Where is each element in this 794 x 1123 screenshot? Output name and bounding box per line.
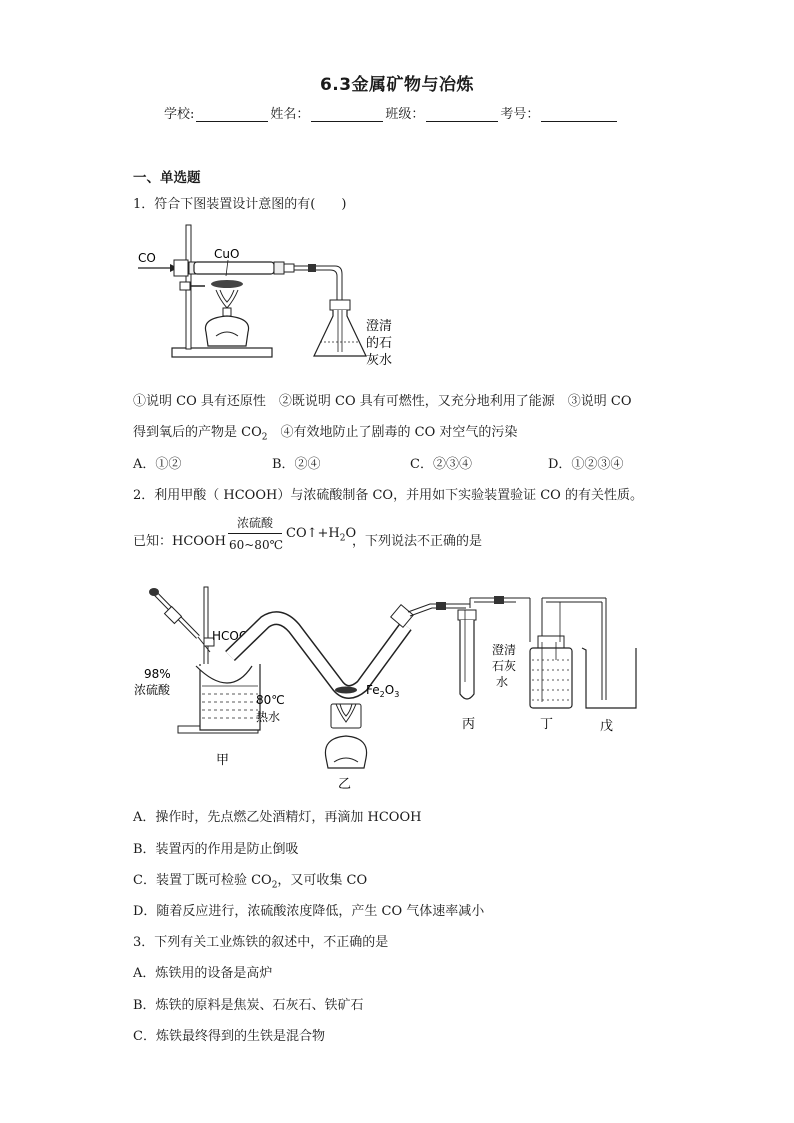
q2-option-c bbox=[133, 869, 367, 891]
q2-products-a: CO↑+H bbox=[286, 526, 340, 541]
name-label: 姓名： bbox=[270, 107, 310, 122]
q2-reaction-line bbox=[228, 533, 282, 534]
exam-number-blank bbox=[541, 107, 617, 122]
q2-products-end: O bbox=[345, 526, 357, 541]
q2-fe: Fe bbox=[366, 683, 380, 697]
q2-option-c-sub: 2 bbox=[271, 880, 278, 891]
class-label: 班级： bbox=[385, 107, 425, 122]
q3-option-a: A．炼铁用的设备是高炉 bbox=[133, 966, 273, 981]
q2-option-b: B．装置丙的作用是防止倒吸 bbox=[133, 842, 299, 857]
exam-number-label: 考号： bbox=[500, 107, 540, 122]
q2-80c-label: 80℃ bbox=[256, 693, 285, 707]
q2-wu-label: 戊 bbox=[600, 719, 614, 734]
q2-known-prefix: 已知：HCOOH bbox=[133, 534, 226, 549]
student-info-line bbox=[164, 103, 619, 122]
q1-apparatus-figure bbox=[130, 220, 420, 370]
q2-fe-sub: 2 bbox=[379, 690, 385, 699]
q3-stem: 3．下列有关工业炼铁的叙述中，不正确的是 bbox=[133, 935, 389, 950]
q3-option-c: C．炼铁最终得到的生铁是混合物 bbox=[133, 1029, 325, 1044]
q2-jia-label: 甲 bbox=[216, 753, 230, 768]
q2-products bbox=[286, 526, 356, 544]
q1-option-c: C．②③④ bbox=[410, 457, 472, 472]
q2-limewater-label-1: 澄清 bbox=[492, 643, 517, 657]
q2-limewater-label-3: 水 bbox=[496, 675, 509, 689]
q2-condition-top: 浓硫酸 bbox=[236, 516, 273, 530]
q2-ding-label: 丁 bbox=[540, 717, 554, 732]
q2-h2-subscript: 2 bbox=[339, 533, 346, 544]
page-title: 6.3金属矿物与冶炼 bbox=[319, 75, 475, 95]
q1-limewater-label-2: 的石 bbox=[366, 336, 393, 351]
q2-option-c-b: ，又可收集 CO bbox=[277, 873, 368, 888]
school-label: 学校: bbox=[164, 107, 195, 122]
q2-hcooh-label: HCOOH bbox=[212, 629, 258, 643]
q2-option-d: D．随着反应进行，浓硫酸浓度降低，产生 CO 气体速率减小 bbox=[133, 904, 485, 919]
q1-option-a: A．①② bbox=[133, 457, 182, 472]
q1-limewater-label-1: 澄清 bbox=[366, 319, 393, 334]
q2-fe2o3-label bbox=[366, 683, 399, 699]
name-blank bbox=[311, 107, 383, 122]
q2-yi-label: 乙 bbox=[338, 777, 352, 792]
q1-stem: 1．符合下图装置设计意图的有( ) bbox=[133, 197, 347, 212]
q2-option-a: A．操作时，先点燃乙处酒精灯，再滴加 HCOOH bbox=[133, 810, 422, 825]
q1-statements-line2-b: ④有效地防止了剧毒的 CO 对空气的污染 bbox=[267, 425, 518, 440]
q2-limewater-label-2: 石灰 bbox=[492, 659, 517, 673]
q2-apparatus-figure bbox=[130, 582, 650, 798]
school-blank bbox=[196, 107, 268, 122]
q2-fe-o: O bbox=[384, 683, 395, 697]
q3-option-b: B．炼铁的原料是焦炭、石灰石、铁矿石 bbox=[133, 998, 364, 1013]
q2-stem: 2．利用甲酸（ HCOOH）与浓硫酸制备 CO，并用如下实验装置验证 CO 的有关性质。 bbox=[133, 488, 643, 503]
class-blank bbox=[426, 107, 498, 122]
q2-option-c-a: C．装置丁既可检验 CO bbox=[133, 873, 272, 888]
q1-statements-line2-a: 得到氧后的产物是 CO bbox=[133, 425, 262, 440]
q2-condition-bottom: 60~80℃ bbox=[228, 538, 284, 552]
q2-conc-acid-label: 浓硫酸 bbox=[134, 683, 171, 697]
q1-statements-line1: ①说明 CO 具有还原性 ②既说明 CO 具有可燃性，又充分地利用了能源 ③说明 CO bbox=[133, 394, 632, 409]
q2-fe-sub2: 3 bbox=[394, 690, 400, 699]
q2-98-label: 98% bbox=[144, 667, 171, 681]
q2-known-suffix: ，下列说法不正确的是 bbox=[352, 534, 483, 549]
q2-hot-water-label: 热水 bbox=[256, 710, 281, 724]
q1-cuo-label: CuO bbox=[214, 247, 240, 261]
q1-limewater-label-3: 灰水 bbox=[366, 353, 393, 368]
section-heading: 一、单选题 bbox=[133, 170, 201, 186]
q1-co-label: CO bbox=[138, 251, 156, 265]
q2-bing-label: 丙 bbox=[462, 717, 476, 732]
q1-option-d: D．①②③④ bbox=[548, 457, 624, 472]
q1-option-b: B．②④ bbox=[272, 457, 321, 472]
q1-statements-line2 bbox=[133, 421, 517, 443]
q1-co2-subscript: 2 bbox=[261, 432, 268, 443]
